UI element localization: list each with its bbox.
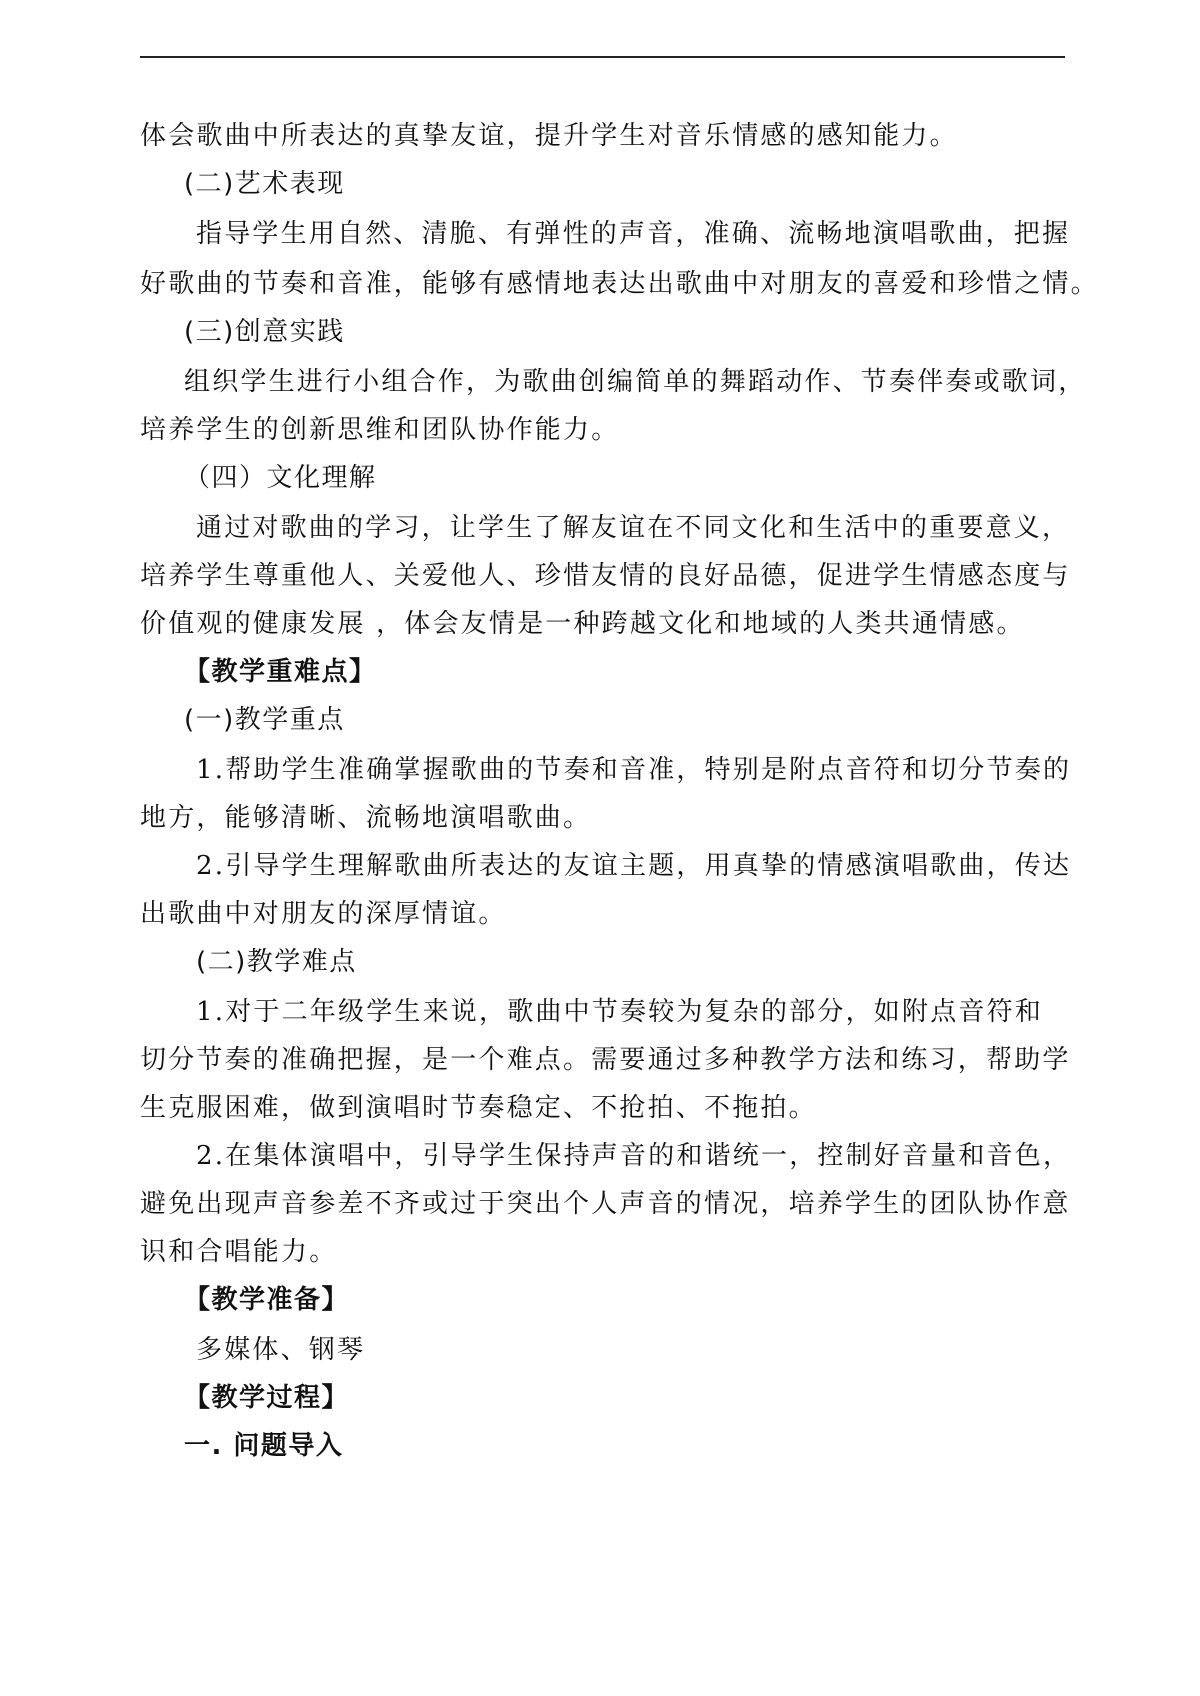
- body-line: 培养学生的创新思维和团队协作能力。: [140, 415, 620, 445]
- body-line: 好歌曲的节奏和音准，能够有感情地表达出歌曲中对朋友的喜爱和珍惜之情。: [140, 269, 1099, 299]
- body-line: 切分节奏的准确把握，是一个难点。需要通过多种教学方法和练习，帮助学: [140, 1045, 1071, 1075]
- body-line: 2.引导学生理解歌曲所表达的友谊主题，用真挚的情感演唱歌曲，传达: [196, 851, 1072, 881]
- body-line: 生克服困难，做到演唱时节奏稳定、不抢拍、不拖拍。: [140, 1093, 817, 1123]
- subheading-problem-introduction: 一. 问题导入: [184, 1431, 344, 1461]
- body-line: 多媒体、钢琴: [196, 1335, 366, 1365]
- body-line: 识和合唱能力。: [140, 1237, 338, 1267]
- section-heading-creative-practice: (三)创意实践: [184, 317, 345, 347]
- section-heading-key-difficult-points: 【教学重难点】: [184, 657, 377, 687]
- header-rule: [140, 56, 1065, 58]
- body-line: 1.帮助学生准确掌握歌曲的节奏和音准，特别是附点音符和切分节奏的: [196, 755, 1072, 785]
- body-line: 组织学生进行小组合作，为歌曲创编简单的舞蹈动作、节奏伴奏或歌词，: [184, 367, 1087, 397]
- body-line: 培养学生尊重他人、关爱他人、珍惜友情的良好品德，促进学生情感态度与: [140, 561, 1071, 591]
- body-line: 避免出现声音参差不齐或过于突出个人声音的情况，培养学生的团队协作意: [140, 1189, 1071, 1219]
- body-line: 1.对于二年级学生来说，歌曲中节奏较为复杂的部分，如附点音符和: [196, 997, 1044, 1027]
- body-line: 价值观的健康发展 ，体会友情是一种跨越文化和地域的人类共通情感。: [140, 609, 1025, 639]
- section-heading-art-expression: (二)艺术表现: [184, 169, 345, 199]
- body-line: 地方，能够清晰、流畅地演唱歌曲。: [140, 803, 592, 833]
- body-line: 通过对歌曲的学习，让学生了解友谊在不同文化和生活中的重要意义，: [196, 513, 1071, 543]
- body-line: 出歌曲中对朋友的深厚情谊。: [140, 899, 507, 929]
- body-line: 指导学生用自然、清脆、有弹性的声音，准确、流畅地演唱歌曲，把握: [196, 219, 1071, 249]
- body-line: 体会歌曲中所表达的真挚友谊，提升学生对音乐情感的感知能力。: [140, 121, 958, 151]
- subheading-teaching-difficulty: (二)教学难点: [196, 947, 357, 977]
- subheading-teaching-focus: (一)教学重点: [184, 705, 345, 735]
- section-heading-teaching-preparation: 【教学准备】: [184, 1285, 350, 1315]
- section-heading-cultural-understanding: （四）文化理解: [184, 463, 377, 493]
- body-line: 2.在集体演唱中，引导学生保持声音的和谐统一，控制好音量和音色，: [196, 1141, 1072, 1171]
- section-heading-teaching-process: 【教学过程】: [184, 1383, 350, 1413]
